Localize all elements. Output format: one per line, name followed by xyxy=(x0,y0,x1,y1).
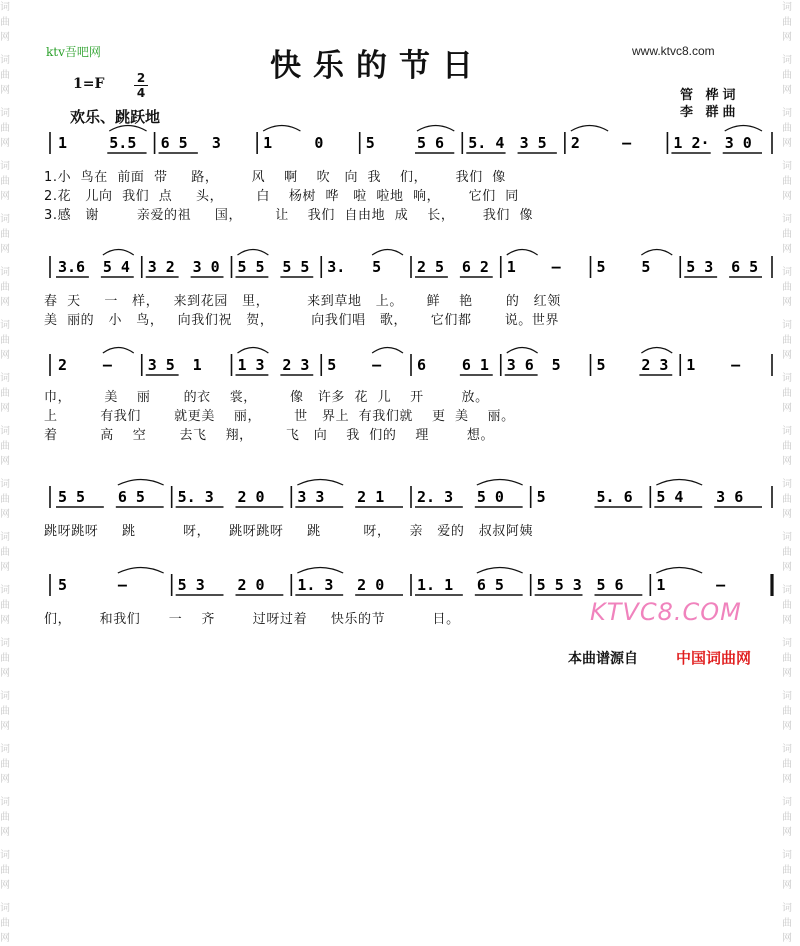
composer-credit: 李 群曲 xyxy=(680,105,740,120)
side-watermark-text: 词曲网 xyxy=(782,532,792,573)
note-group: 5 3 xyxy=(686,258,714,276)
note-group: 3 0 xyxy=(724,134,752,152)
note-group: 5 6 xyxy=(596,576,624,594)
note-group: 2 5 xyxy=(417,258,445,276)
slur-arc xyxy=(118,480,164,486)
note-group: – xyxy=(117,576,127,594)
slur-arc xyxy=(507,348,538,354)
side-watermark-text: 词曲网 xyxy=(782,691,792,732)
side-watermark-text: 词曲网 xyxy=(0,850,10,891)
note-group: 6 xyxy=(417,356,427,374)
side-watermark-text: 词曲网 xyxy=(782,2,792,43)
slur-arc xyxy=(725,126,762,132)
note-group: 6 1 xyxy=(461,356,489,374)
side-watermark-text: 词曲网 xyxy=(0,638,10,679)
note-group: 5 4 xyxy=(656,488,684,506)
note-group: 5 5 xyxy=(282,258,310,276)
note-group: 5 5 3 xyxy=(536,576,582,594)
note-group: – xyxy=(372,356,382,374)
note-group: 5 4 xyxy=(102,258,130,276)
side-watermark-text: 词曲网 xyxy=(0,373,10,414)
lyric-line: 美 丽的 小 鸟， 向我们祝 贺， 向我们唱 歌， 它们都 说。世界 xyxy=(44,313,560,328)
note-group: 2 1 xyxy=(357,488,385,506)
note-group: 5 xyxy=(596,258,606,276)
note-group: 6 5 xyxy=(160,134,188,152)
note-group: – xyxy=(622,134,632,152)
tempo-marking: 欢乐、跳跃地 xyxy=(70,108,161,126)
side-watermark-text: 词曲网 xyxy=(0,532,10,573)
source-site-link[interactable]: 中国词曲网 xyxy=(676,649,752,667)
side-watermark-text: 词曲网 xyxy=(0,426,10,467)
side-watermark-text: 词曲网 xyxy=(0,903,10,944)
note-group: 2. 3 xyxy=(417,488,454,506)
note-group: 1 2· xyxy=(673,134,710,152)
side-watermark-text: 词曲网 xyxy=(0,320,10,361)
note-group: 5 xyxy=(372,258,382,276)
slur-arc xyxy=(238,250,269,256)
note-group: 6 2 xyxy=(461,258,489,276)
note-group: 3 3 xyxy=(297,488,325,506)
lyric-line: 1.小 鸟在 前面 带 路， 风 啊 吹 向 我 们， 我们 像 xyxy=(44,170,506,185)
side-watermark-text: 词曲网 xyxy=(782,320,792,361)
side-watermark-text: 词曲网 xyxy=(0,2,10,43)
slur-arc xyxy=(109,126,146,132)
side-watermark-text: 词曲网 xyxy=(0,797,10,838)
note-group: 1 xyxy=(192,356,202,374)
slur-arc xyxy=(103,348,134,354)
slur-arc xyxy=(417,126,454,132)
lyric-line: 着 高 空 去飞 翔， 飞 向 我 们的 理 想。 xyxy=(44,428,495,443)
side-watermark-text: 词曲网 xyxy=(0,744,10,785)
note-group: 5 xyxy=(641,258,651,276)
site-tag[interactable]: ktv吾吧网 xyxy=(46,45,101,59)
side-watermark-text: 词曲网 xyxy=(0,267,10,308)
side-watermark-text: 词曲网 xyxy=(782,55,792,96)
slur-arc xyxy=(571,126,608,132)
note-group: 1 xyxy=(263,134,273,152)
time-signature-bottom: 4 xyxy=(136,86,146,100)
source-text: 本曲谱源自 xyxy=(568,651,638,667)
side-watermark-text: 词曲网 xyxy=(782,903,792,944)
slur-arc xyxy=(656,480,702,486)
lyric-line: 3.感 谢 亲爱的祖 国， 让 我们 自由地 成 长， 我们 像 xyxy=(44,208,534,223)
note-group: 5 xyxy=(551,356,561,374)
slur-arc xyxy=(477,480,523,486)
note-group: 6 5 xyxy=(476,576,504,594)
side-watermark-text: 词曲网 xyxy=(782,214,792,255)
note-group: 3 2 xyxy=(147,258,175,276)
note-group: 5 xyxy=(327,356,337,374)
side-watermark-text: 词曲网 xyxy=(782,638,792,679)
side-watermark-text: 词曲网 xyxy=(782,267,792,308)
note-group: 6 5 xyxy=(117,488,145,506)
side-watermark-text: 词曲网 xyxy=(782,426,792,467)
slur-arc xyxy=(297,568,343,574)
side-watermark-text: 词曲网 xyxy=(0,161,10,202)
side-watermark-text: 词曲网 xyxy=(0,214,10,255)
note-group: 1 xyxy=(656,576,666,594)
lyric-line: 巾， 美 丽 的衣 裳， 像 许多 花 儿 开 放。 xyxy=(44,390,489,405)
slur-arc xyxy=(372,348,403,354)
note-group: 5.5 xyxy=(109,134,137,152)
side-watermark-text: 词曲网 xyxy=(782,797,792,838)
note-group: – xyxy=(716,576,726,594)
side-watermark-text: 词曲网 xyxy=(782,108,792,149)
note-group: 1. 3 xyxy=(297,576,334,594)
note-group: 1 3 xyxy=(237,356,265,374)
note-group: 3 5 xyxy=(147,356,175,374)
side-watermark-text: 词曲网 xyxy=(0,55,10,96)
key-signature: 1=F xyxy=(73,76,105,92)
slur-arc xyxy=(641,250,672,256)
slur-arc xyxy=(477,568,523,574)
note-group: 1 xyxy=(506,258,516,276)
note-group: – xyxy=(102,356,112,374)
note-group: 1. 1 xyxy=(417,576,454,594)
note-group: 5. 6 xyxy=(596,488,633,506)
note-group: 5 5 xyxy=(237,258,265,276)
lyric-line: 跳呀跳呀 跳 呀， 跳呀跳呀 跳 呀， 亲 爱的 叔叔阿姨 xyxy=(44,524,534,539)
side-watermark-text: 词曲网 xyxy=(0,585,10,626)
side-watermark-text: 词曲网 xyxy=(782,161,792,202)
side-watermark-text: 词曲网 xyxy=(782,850,792,891)
note-group: 5 xyxy=(596,356,606,374)
note-group: 5 0 xyxy=(476,488,504,506)
note-group: 5 xyxy=(58,576,68,594)
note-group: 2 3 xyxy=(282,356,310,374)
time-signature-top: 2 xyxy=(134,72,148,86)
note-group: 5 xyxy=(365,134,375,152)
note-group: 3 6 xyxy=(506,356,534,374)
note-group: 2 xyxy=(58,356,68,374)
note-group: 5. 3 xyxy=(177,488,214,506)
side-watermark-text: 词曲网 xyxy=(0,108,10,149)
lyricist-credit: 管 桦词 xyxy=(680,88,740,103)
note-group: 5 5 xyxy=(58,488,86,506)
slur-arc xyxy=(297,480,343,486)
note-group: 3.6 xyxy=(58,258,86,276)
slur-arc xyxy=(507,250,538,256)
note-group: 1 xyxy=(686,356,696,374)
slur-arc xyxy=(118,568,164,574)
note-group: 2 0 xyxy=(237,488,265,506)
slur-arc xyxy=(263,126,300,132)
note-group: 3 5 xyxy=(519,134,547,152)
note-group: 0 xyxy=(314,134,324,152)
note-group: 5 3 xyxy=(177,576,205,594)
site-url[interactable]: www.ktvc8.com xyxy=(632,44,715,58)
side-watermark-text: 词曲网 xyxy=(0,479,10,520)
lyric-line: 2.花 儿向 我们 点 头， 白 杨树 哗 啦 啦地 响， 它们 同 xyxy=(44,189,519,204)
note-group: 2 0 xyxy=(237,576,265,594)
side-watermark-text: 词曲网 xyxy=(782,479,792,520)
page-title: 快乐的节日 xyxy=(270,48,485,84)
slur-arc xyxy=(372,250,403,256)
note-group: 5. 4 xyxy=(468,134,505,152)
note-group: – xyxy=(551,258,561,276)
side-watermark-text: 词曲网 xyxy=(782,585,792,626)
slur-arc xyxy=(656,568,702,574)
slur-arc xyxy=(103,250,134,256)
note-group: 5 6 xyxy=(417,134,445,152)
note-group: – xyxy=(731,356,741,374)
note-group: 3 xyxy=(211,134,221,152)
side-watermark-text: 词曲网 xyxy=(782,744,792,785)
side-watermark-text: 词曲网 xyxy=(0,691,10,732)
note-group: 3. xyxy=(327,258,346,276)
note-group: 3 6 xyxy=(716,488,744,506)
note-group: 1 xyxy=(58,134,68,152)
slur-arc xyxy=(641,348,672,354)
note-group: 6 5 xyxy=(731,258,759,276)
note-group: 3 0 xyxy=(192,258,220,276)
slur-arc xyxy=(238,348,269,354)
note-group: 2 3 xyxy=(641,356,669,374)
lyric-line: 春 天 一 样， 来到花园 里， 来到草地 上。 鲜 艳 的 红领 xyxy=(44,294,561,309)
note-group: 2 0 xyxy=(357,576,385,594)
note-group: 2 xyxy=(570,134,580,152)
side-watermark-text: 词曲网 xyxy=(782,373,792,414)
lyric-line: 上 有我们 就更美 丽， 世 界上 有我们就 更 美 丽。 xyxy=(44,409,515,424)
note-group: 5 xyxy=(536,488,546,506)
watermark-logo: KTVC8.COM xyxy=(590,598,742,626)
lyric-line: 们， 和我们 一 齐 过呀过着 快乐的节 日。 xyxy=(44,612,460,627)
